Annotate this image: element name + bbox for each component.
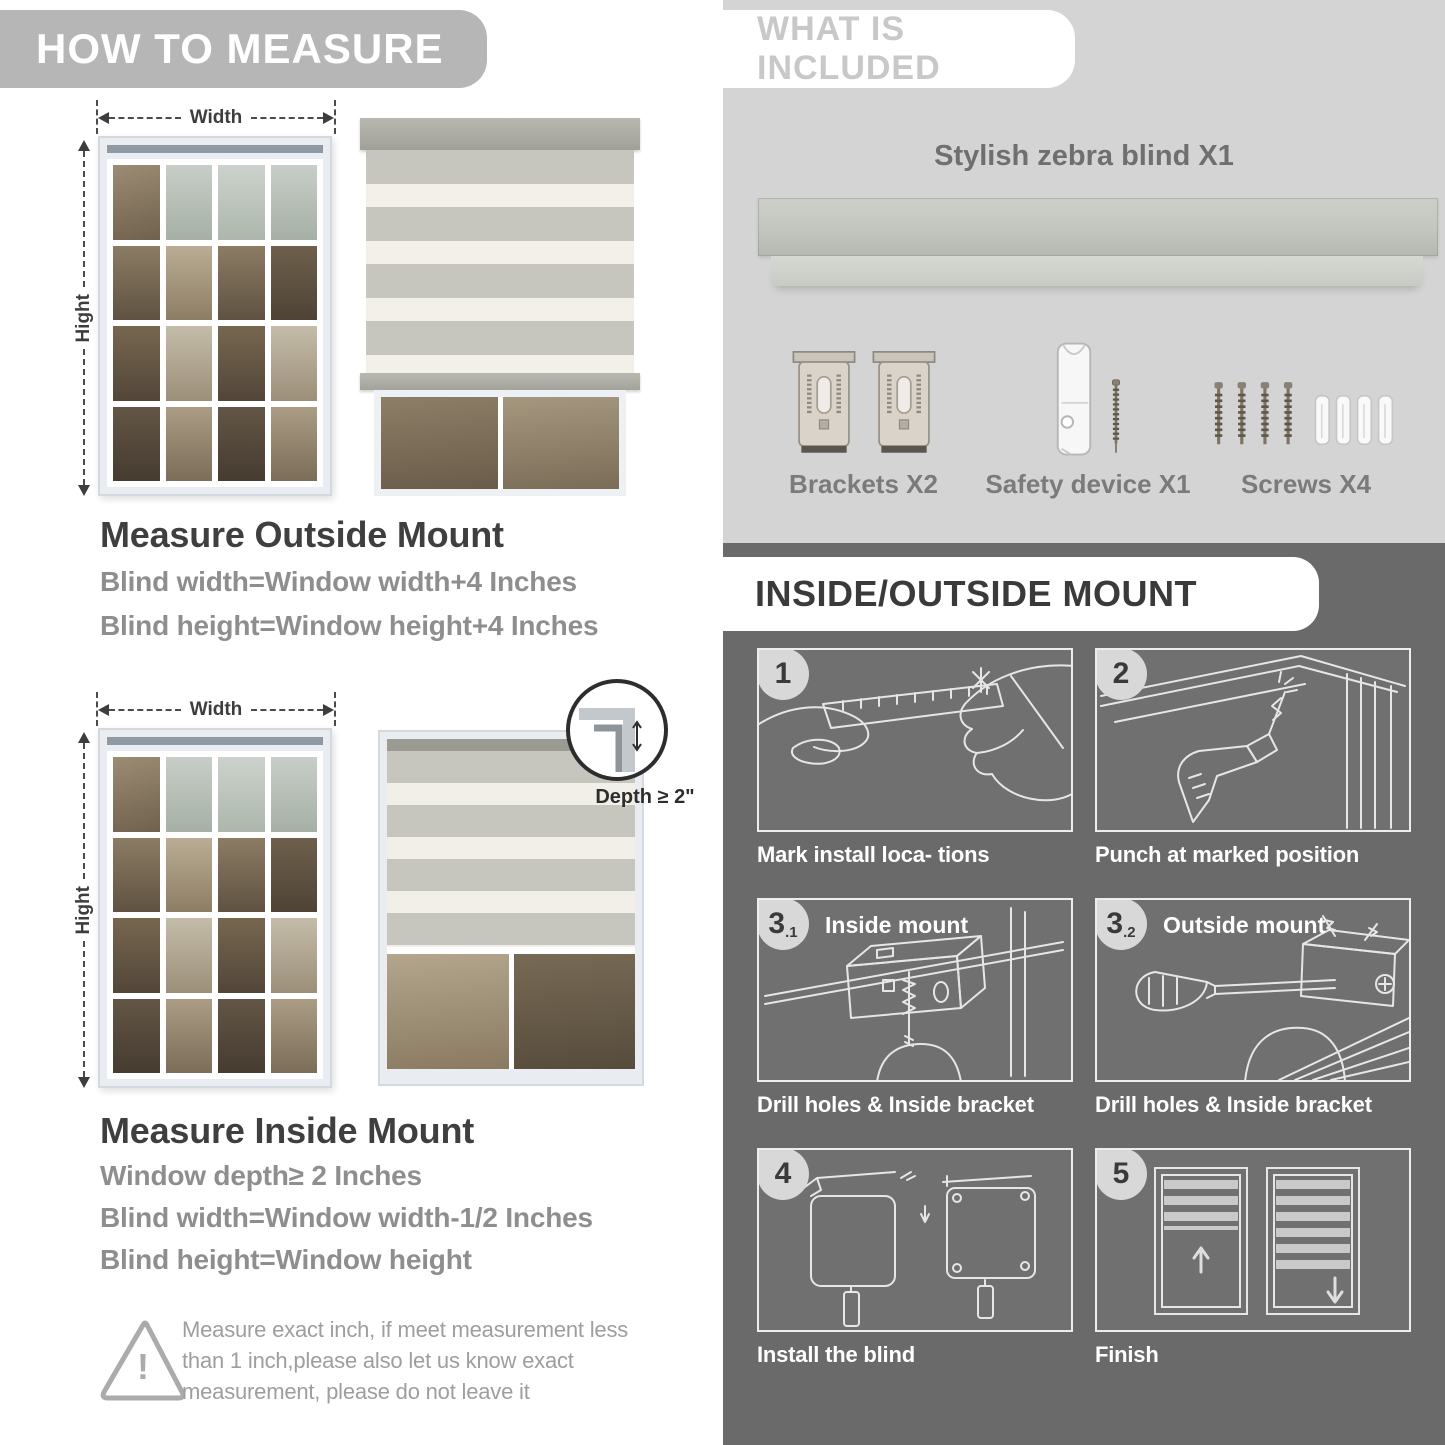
inside-width-arrow bbox=[98, 700, 334, 720]
blind-headrail-photo bbox=[758, 198, 1438, 256]
included-item-screws bbox=[1201, 330, 1411, 500]
zebra-blind-outside-photo bbox=[360, 118, 640, 500]
step-1-badge: 1 bbox=[757, 648, 809, 700]
step-3-2-label: Outside mount bbox=[1163, 912, 1326, 938]
mount-section-title: INSIDE/OUTSIDE MOUNT bbox=[755, 573, 1198, 614]
what-is-included-header bbox=[723, 10, 1075, 88]
depth-magnifier-icon bbox=[563, 676, 671, 784]
window-below-blind bbox=[387, 947, 635, 1069]
height-label: Hight bbox=[73, 885, 94, 935]
step-3-1-caption: Drill holes & Inside bracket bbox=[757, 1092, 1034, 1117]
arrow-right-icon bbox=[323, 112, 334, 124]
inside-outside-mount-panel bbox=[723, 543, 1445, 1445]
exclamation-mark: ! bbox=[137, 1346, 149, 1387]
warning-text: Measure exact inch, if meet measurement less than 1 inch,please also let us know exact measurement, please do not leave it bbox=[182, 1317, 629, 1405]
step-3-2 bbox=[1095, 898, 1411, 1118]
step-3-1-badge: 3 .1 bbox=[757, 898, 809, 950]
inside-height-arrow bbox=[74, 732, 94, 1088]
arrow-down-icon bbox=[78, 485, 90, 496]
warning-triangle-icon bbox=[95, 1316, 191, 1402]
outside-mount-line-2: Blind height=Window height+4 Inches bbox=[100, 610, 599, 641]
blind-headrail-underside bbox=[771, 256, 1423, 286]
brackets-label: Brackets X2 bbox=[789, 469, 938, 499]
brackets-icon bbox=[790, 330, 938, 469]
blind-cassette bbox=[360, 118, 640, 150]
arrow-right-icon bbox=[323, 704, 334, 716]
window-photo bbox=[98, 136, 332, 496]
step-3-1 bbox=[757, 898, 1073, 1118]
install-steps-grid bbox=[757, 648, 1413, 1368]
depth-label: Depth ≥ 2" bbox=[595, 786, 695, 808]
blind-bottom-rail bbox=[360, 373, 640, 390]
step-1-panel bbox=[757, 648, 1073, 832]
what-is-included-title: WHAT IS INCLUDED bbox=[757, 10, 941, 87]
inside-mount-line-1: Window depth≥ 2 Inches bbox=[100, 1160, 422, 1191]
inside-mount-line-2: Blind width=Window width-1/2 Inches bbox=[100, 1202, 593, 1233]
step-5-panel bbox=[1095, 1148, 1411, 1332]
width-label: Width bbox=[189, 107, 243, 128]
safety-device-icon bbox=[1052, 330, 1124, 469]
step-2-badge: 2 bbox=[1095, 648, 1147, 700]
outside-mount-title: Measure Outside Mount bbox=[100, 514, 504, 555]
screws-label: Screws X4 bbox=[1240, 469, 1372, 499]
step-1 bbox=[757, 648, 1073, 868]
step-2 bbox=[1095, 648, 1411, 868]
arrow-up-icon bbox=[78, 140, 90, 151]
inside-mount-title: Measure Inside Mount bbox=[100, 1110, 475, 1151]
arrow-up-icon bbox=[78, 732, 90, 743]
step-2-caption: Punch at marked position bbox=[1095, 842, 1360, 867]
step-5 bbox=[1095, 1148, 1411, 1368]
blind-fabric bbox=[366, 150, 634, 373]
what-is-included-panel bbox=[723, 0, 1445, 543]
safety-device-label: Safety device X1 bbox=[985, 469, 1191, 499]
screws-icon bbox=[1206, 330, 1406, 469]
step-4 bbox=[757, 1148, 1073, 1368]
arrow-left-icon bbox=[98, 112, 109, 124]
step-4-caption: Install the blind bbox=[757, 1342, 915, 1367]
step-5-caption: Finish bbox=[1095, 1342, 1159, 1367]
step-3-1-label: Inside mount bbox=[825, 912, 969, 938]
included-item-safety-device bbox=[978, 330, 1198, 500]
arrow-left-icon bbox=[98, 704, 109, 716]
inside-mount-line-3: Blind height=Window height bbox=[100, 1244, 472, 1275]
step-3-2-badge: 3 .2 bbox=[1095, 898, 1147, 950]
width-label: Width bbox=[189, 699, 243, 720]
step-4-panel bbox=[757, 1148, 1073, 1332]
step-5-badge: 5 bbox=[1095, 1148, 1147, 1200]
arrow-down-icon bbox=[78, 1077, 90, 1088]
outside-mount-line-1: Blind width=Window width+4 Inches bbox=[100, 566, 577, 597]
step-2-panel bbox=[1095, 648, 1411, 832]
window-photo bbox=[98, 728, 332, 1088]
how-to-measure-header bbox=[0, 10, 487, 88]
how-to-measure-title: HOW TO MEASURE bbox=[36, 25, 444, 72]
mount-section-header bbox=[723, 557, 1319, 631]
step-4-badge: 4 bbox=[757, 1148, 809, 1200]
outside-height-arrow bbox=[74, 140, 94, 496]
step-3-1-panel bbox=[757, 898, 1073, 1082]
stylish-blind-label: Stylish zebra blind X1 bbox=[934, 140, 1234, 172]
window-below-blind bbox=[374, 390, 626, 496]
step-1-caption: Mark install loca- tions bbox=[757, 842, 990, 867]
step-3-2-panel bbox=[1095, 898, 1411, 1082]
step-3-2-caption: Drill holes & Inside bracket bbox=[1095, 1092, 1372, 1117]
outside-width-arrow bbox=[98, 108, 334, 128]
included-item-brackets bbox=[761, 330, 966, 500]
height-label: Hight bbox=[73, 293, 94, 343]
